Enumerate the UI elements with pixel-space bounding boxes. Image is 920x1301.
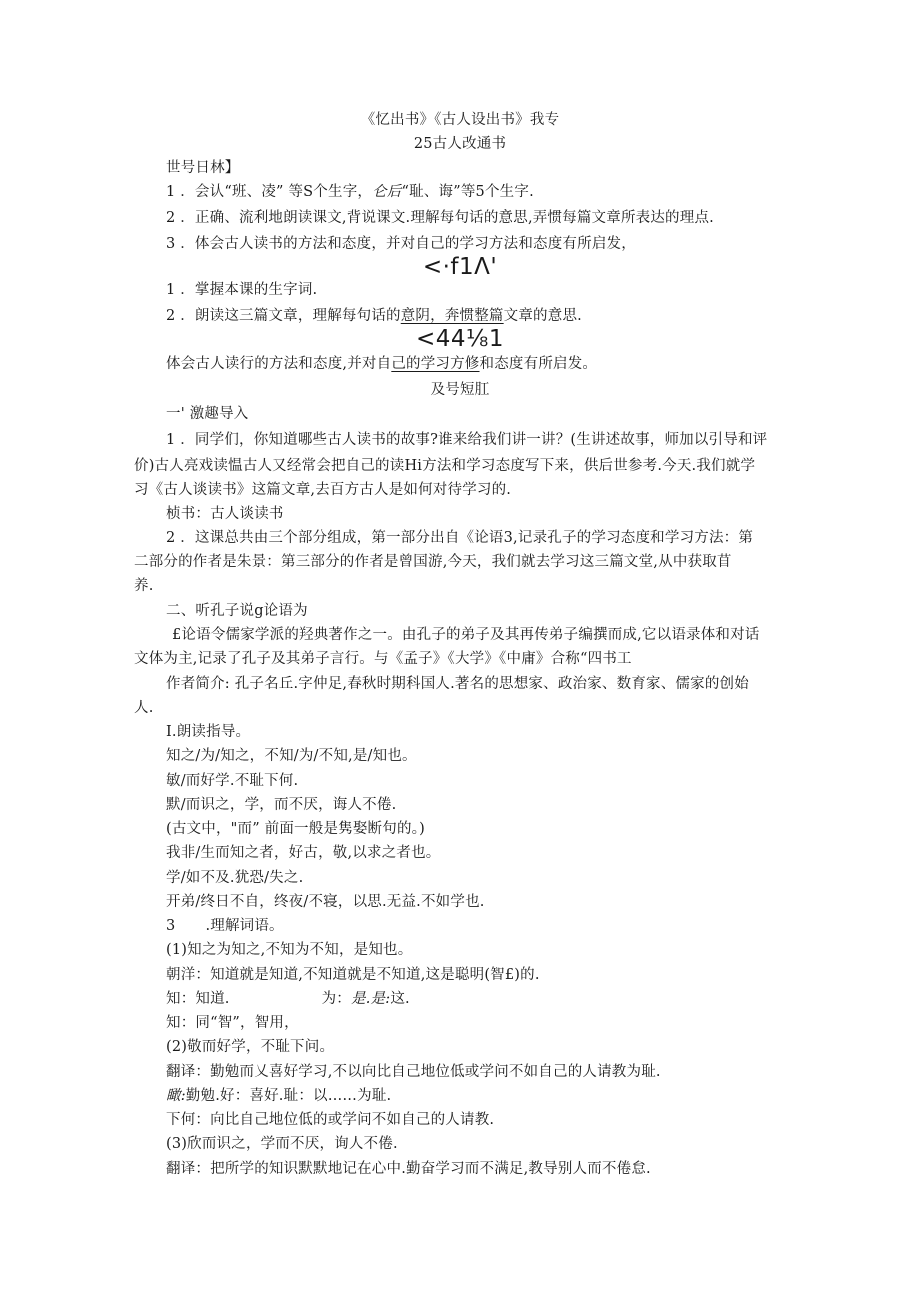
key-point-2: [166, 306, 582, 326]
key-point-2-part-a: 2 ．朗读这三篇文章，理解每句话的: [166, 308, 401, 324]
reading-line-2: 敏/而好学.不耻下何.: [166, 773, 299, 789]
lunyu-intro-line-2: 文体为主,记录了孔子及其弟子言行。与《孟子》《大学》《中庸》合称“四书工: [134, 651, 632, 667]
lunyu-intro-line-1: £论语令儒家学派的羟典著作之一。由孔子的弟子及其再传弟子编撰而成,它以语录体和对话: [172, 627, 760, 643]
process-heading: 及号短肛: [430, 382, 490, 398]
vocab-note-min-text: 勤勉.好：喜好.耻：以……为耻.: [185, 1088, 392, 1104]
objectives-heading: 世号日林】: [166, 160, 240, 176]
reading-note: (古文中，"而” 前面一般是隽娶断句的。): [166, 821, 425, 837]
vocab-heading-number: 3: [166, 918, 176, 934]
key-point-1: 1 ．掌握本课的生字词.: [166, 282, 318, 298]
lesson-title: 25古人改通书: [413, 136, 507, 152]
vocab-note-min: [166, 1086, 391, 1106]
difficult-point-underlined: 己的学习方修: [391, 356, 480, 372]
section-1-para-2-line-2: 二部分的作者是朱景：第三部分的作者是曾国游,今天，我们就去学习这三篇文堂,从中获取苜: [134, 554, 732, 570]
section-1-para-1-line-2: 价)古人亮戏读愠古人又经常会把自己的读Hi方法和学习态度写下来，供后世参考.今天.我们就学: [134, 458, 756, 474]
key-point-2-part-c: 文章的意思.: [503, 308, 582, 324]
difficult-point-part-a: 体会古人读行的方法和态度,并对自: [166, 356, 392, 372]
vocab-translation-2: 翻译：勤勉而乂喜好学习,不以向比自己地位低或学问不如自己的人请教为耻.: [166, 1064, 661, 1080]
section-1-para-1-line-1: 1 ．同学们，你知道哪些古人读书的故事?谁来给我们讲一讲？(生讲述故事，师加以引导和评: [166, 432, 768, 448]
vocab-sentence-3: (3)欣而识之，学而不厌，询人不倦.: [166, 1136, 398, 1152]
reading-line-5: 学/如不及.犹恐/失之.: [166, 870, 304, 886]
vocab-heading-text: .理解词语。: [205, 918, 284, 934]
section-1-para-1-line-3: 习《古人谈读书》这篇文章,去百方古人是如何对待学习的.: [134, 482, 512, 498]
board-writing: 桢书：古人谈读书: [166, 506, 284, 522]
vocab-translation-3: 翻译：把所学的知识默默地记在心中.勤奋学习而不满足,教导别人而不倦怠.: [166, 1161, 651, 1177]
vocab-note-zhi-text: 知：知道.: [166, 991, 230, 1007]
section-1-para-2-line-3: 养.: [134, 578, 154, 594]
vocab-note-wei-italic: 是.是:: [351, 991, 391, 1007]
reading-line-4: 我非/生而知之者，好古，敬,以求之者也。: [166, 845, 441, 861]
section-1-heading: 一' 激趣导入: [166, 406, 249, 422]
objective-1: [166, 182, 534, 202]
author-intro-line-1: 作者简介: 孔子名丘.字仲足,春秋时期科国人.著名的思想家、政治家、数育家、儒家的创始: [166, 676, 749, 692]
section-2-heading: 二、听孔子说g论语为: [166, 603, 308, 619]
difficult-point: [166, 354, 597, 374]
vocab-note-min-label: 瞰:: [166, 1088, 186, 1104]
objective-2: 2 ．正确、流利地朗读课文,背说课文.理解每句话的意思,弄惯每篇文章所表达的理点.: [166, 210, 714, 226]
reading-line-3: 默/而识之，学，而不厌，诲人不倦.: [166, 797, 397, 813]
objective-1-part-c: “耻、诲”等5个生字.: [401, 184, 534, 200]
vocab-note-wei-text: 这.: [390, 991, 410, 1007]
key-point-2-underlined: 意阴，奔惯整篇: [400, 308, 504, 324]
author-intro-line-2: 人.: [134, 700, 154, 716]
vocab-heading: [166, 916, 284, 936]
objective-1-part-a: 1 ．会认“班、凌” 等S个生字，: [166, 184, 373, 200]
document-title: 《忆出书》《古人设出书》我专: [360, 112, 560, 128]
reading-line-1: 知之/为/知之，不知/为/不知,是/知也。: [166, 748, 417, 764]
vocab-note-zhi: [166, 989, 410, 1009]
vocab-note-wei-label: 为：: [321, 991, 352, 1007]
section-1-para-2-line-1: 2 ．这课总共由三个部分组成，第一部分出自《论语3,记录孔子的学习态度和学习方法：第: [166, 530, 754, 546]
objective-3: 3 ．体会古人读书的方法和态度，并对自己的学习方法和态度有所启发，: [166, 236, 636, 252]
vocab-sentence-2: (2)敬而好学，不耻下问。: [166, 1039, 335, 1055]
vocab-note-xiawen: 下何：向比自己地位低的或学问不如自己的人请教.: [166, 1112, 495, 1128]
difficult-points-heading: <44⅛1: [416, 326, 504, 352]
vocab-translation-1: 朝洋：知道就是知道,不知道就是不知道,这是聪明(智£)的.: [166, 967, 540, 983]
objective-1-part-b: 仑后: [372, 184, 402, 200]
vocab-sentence-1: (1)知之为知之,不知为不知，是知也。: [166, 942, 413, 958]
reading-guide-heading: I.朗读指导。: [166, 724, 251, 740]
reading-line-6: 开弟/终日不自，终夜/不寝，以思.无益.不如学也.: [166, 894, 485, 910]
vocab-note-zhi-2: 知：同“智”，智用，: [166, 1015, 299, 1031]
difficult-point-part-c: 和态度有所启发。: [479, 356, 598, 372]
key-points-heading: <·f1Λ': [422, 254, 498, 280]
